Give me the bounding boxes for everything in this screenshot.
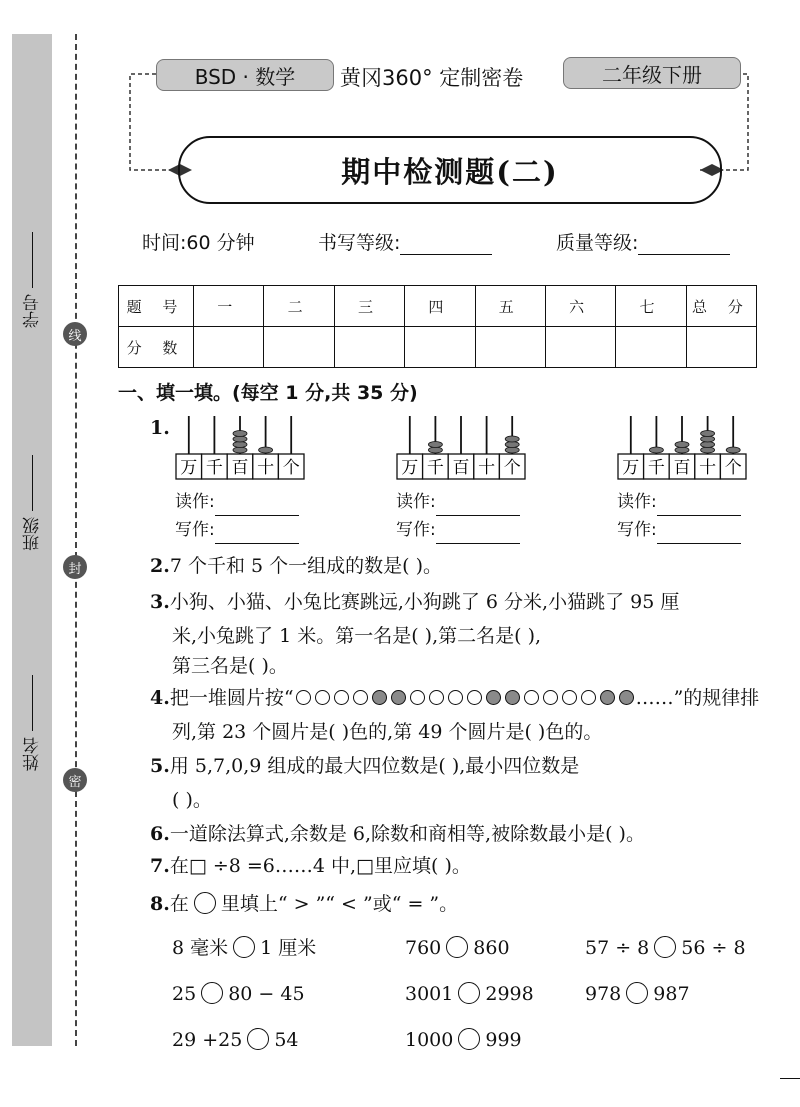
question-3: 3.小狗、小猫、小兔比赛跳远,小狗跳了 6 分米,小猫跳了 95 厘 (150, 591, 680, 613)
abacus-3 (617, 410, 749, 486)
place-label: 千 (205, 458, 223, 478)
compare-item: 8 毫米 1 厘米 (172, 937, 317, 959)
read-as: 读作: (175, 488, 299, 516)
question-4-line2: 列,第 23 个圆片是( )色的,第 49 个圆片是( )色的。 (172, 721, 603, 743)
white-disc (429, 690, 444, 705)
compare-item: 760 860 (405, 937, 510, 959)
white-disc (448, 690, 463, 705)
time-limit: 时间:60 分钟 (142, 232, 255, 254)
place-label: 个 (282, 458, 300, 478)
page-mark (780, 1078, 800, 1079)
white-disc (353, 690, 368, 705)
answer-circle[interactable] (233, 936, 255, 958)
question-3-line3: 第三名是( )。 (172, 655, 288, 677)
question-number: 1. (150, 417, 170, 439)
subject-tag: BSD · 数学 (156, 59, 334, 91)
quality-grade: 质量等级: (556, 228, 730, 255)
question-7: 7.在□ ÷8 =6……4 中,□里应填( )。 (150, 855, 471, 877)
white-disc (315, 690, 330, 705)
abacus-bead (726, 447, 740, 453)
fold-line (75, 34, 77, 1046)
abacus-drawing (175, 410, 307, 482)
compare-item: 25 80 − 45 (172, 983, 305, 1005)
read-as: 读作: (396, 488, 520, 516)
question-4: 4.把一堆圆片按“ ……”的规律排 (150, 687, 760, 709)
place-label: 十 (699, 458, 717, 478)
white-disc (562, 690, 577, 705)
place-label: 百 (231, 458, 249, 478)
write-as: 写作: (396, 516, 520, 544)
place-label: 百 (673, 458, 691, 478)
seal-secret-icon: 密 (63, 768, 87, 792)
answer-circle[interactable] (247, 1028, 269, 1050)
abacus-bead (649, 447, 663, 453)
gray-disc (486, 690, 501, 705)
brand-title: 黄冈360° 定制密卷 (340, 66, 524, 90)
abacus-drawing (617, 410, 749, 482)
abacus-drawing (396, 410, 528, 482)
write-as: 写作: (617, 516, 741, 544)
place-label: 千 (647, 458, 665, 478)
place-label: 个 (724, 458, 742, 478)
compare-item: 57 ÷ 8 56 ÷ 8 (585, 937, 746, 959)
answer-circle[interactable] (446, 936, 468, 958)
abacus-bead (701, 431, 715, 437)
class-field: 班级 (20, 455, 45, 551)
student-id-field: 学号 (20, 232, 45, 328)
abacus-bead (675, 442, 689, 448)
place-label: 十 (257, 458, 275, 478)
question-2: 2.7 个千和 5 个一组成的数是( )。 (150, 555, 443, 577)
table-row: 分 数 (119, 327, 757, 368)
question-3-line2: 米,小兔跳了 1 米。第一名是( ),第二名是( ), (172, 625, 542, 647)
place-label: 万 (622, 458, 640, 478)
answer-circle[interactable] (654, 936, 676, 958)
white-disc (410, 690, 425, 705)
page-title: 期中检测题(二) (178, 136, 722, 204)
abacus-bead (505, 436, 519, 442)
compare-item: 29 +25 54 (172, 1029, 299, 1051)
question-5: 5.用 5,7,0,9 组成的最大四位数是( ),最小四位数是 (150, 755, 580, 777)
place-label: 万 (180, 458, 198, 478)
compare-item: 1000 999 (405, 1029, 522, 1051)
abacus-2 (396, 410, 528, 486)
compare-item: 3001 2998 (405, 983, 534, 1005)
gray-disc (619, 690, 634, 705)
grade-tag: 二年级下册 (563, 57, 741, 89)
name-field: 姓名 (20, 675, 45, 771)
abacus-bead (233, 431, 247, 437)
read-as: 读作: (617, 488, 741, 516)
writing-grade: 书写等级: (318, 228, 492, 255)
question-5-line2: ( )。 (172, 789, 212, 811)
place-label: 百 (452, 458, 470, 478)
question-8: 8.在 里填上“ > ”“ < ”或“ = ”。 (150, 893, 459, 915)
seal-seal-icon: 封 (63, 555, 87, 579)
place-label: 十 (478, 458, 496, 478)
gray-disc (372, 690, 387, 705)
white-disc (467, 690, 482, 705)
seal-line-icon: 线 (63, 322, 87, 346)
white-disc (543, 690, 558, 705)
question-6: 6.一道除法算式,余数是 6,除数和商相等,被除数最小是( )。 (150, 823, 645, 845)
gray-disc (391, 690, 406, 705)
abacus-bead (428, 442, 442, 448)
answer-circle[interactable] (458, 1028, 480, 1050)
answer-circle[interactable] (458, 982, 480, 1004)
compare-item: 978 987 (585, 983, 690, 1005)
place-label: 千 (426, 458, 444, 478)
place-label: 个 (503, 458, 521, 478)
table-row: 题 号 一 二 三 四 五 六 七 总 分 (119, 286, 757, 327)
white-disc (334, 690, 349, 705)
white-disc (296, 690, 311, 705)
abacus-1 (175, 410, 307, 486)
section-heading: 一、填一填。(每空 1 分,共 35 分) (118, 382, 418, 404)
white-disc (524, 690, 539, 705)
write-as: 写作: (175, 516, 299, 544)
compare-circle-icon (194, 892, 216, 914)
disc-pattern (294, 687, 636, 709)
answer-circle[interactable] (201, 982, 223, 1004)
place-label: 万 (401, 458, 419, 478)
answer-circle[interactable] (626, 982, 648, 1004)
gray-disc (600, 690, 615, 705)
white-disc (581, 690, 596, 705)
gray-disc (505, 690, 520, 705)
abacus-bead (259, 447, 273, 453)
score-table (118, 285, 757, 368)
